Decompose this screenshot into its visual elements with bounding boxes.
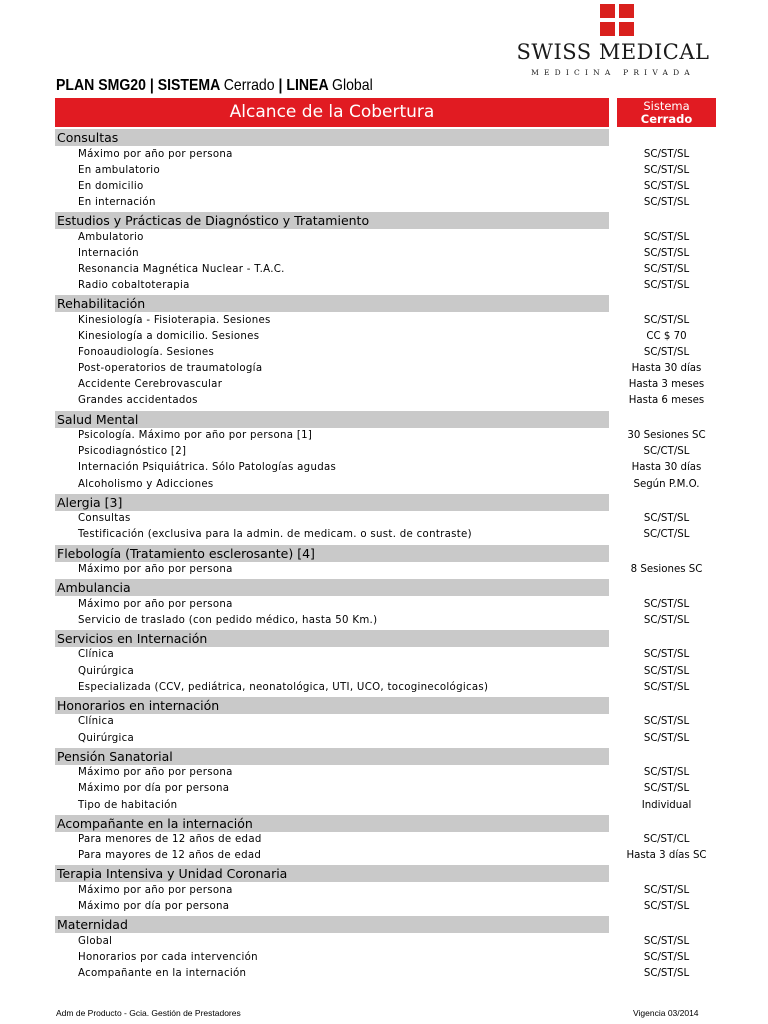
section-bar — [55, 579, 609, 596]
section-title: Consultas — [57, 130, 119, 145]
coverage-value: SC/ST/SL — [643, 196, 690, 208]
coverage-value: 8 Sesiones SC — [630, 564, 703, 575]
coverage-item: Post-operatorios de traumatología — [78, 363, 263, 375]
section-bar — [55, 494, 609, 511]
section-title: Salud Mental — [57, 411, 139, 427]
coverage-item: Kinesiología a domicilio. Sesiones — [78, 330, 260, 342]
coverage-item: Especializada (CCV, pediátrica, neonatológica, UTI, UCO, tocoginecológicas) — [78, 681, 489, 693]
coverage-item: Global — [78, 935, 113, 947]
coverage-value: SC/ST/SL — [643, 665, 690, 677]
coverage-item: Internación — [78, 247, 139, 259]
section-title: Alergia [3] — [57, 494, 123, 510]
footer-department: Adm de Producto - Gcia. Gestión de Prestadores — [56, 1008, 241, 1018]
coverage-item: Tipo de habitación — [78, 799, 178, 811]
coverage-item: Psicodiagnóstico [2] — [78, 446, 187, 458]
coverage-item: Radio cobaltoterapia — [78, 280, 190, 292]
coverage-item: Alcoholismo y Adicciones — [78, 478, 214, 490]
coverage-item: Psicología. Máximo por año por persona [1] — [78, 430, 313, 442]
coverage-item: Kinesiología - Fisioterapia. Sesiones — [78, 314, 271, 326]
coverage-item: Para menores de 12 años de edad — [78, 834, 262, 846]
coverage-value: SC/ST/SL — [643, 598, 690, 610]
coverage-item: Máximo por año por persona — [78, 884, 233, 896]
coverage-value: Hasta 6 meses — [628, 395, 705, 407]
coverage-item: Quirúrgica — [78, 665, 135, 677]
coverage-value: 30 Sesiones SC — [627, 430, 706, 442]
coverage-value: SC/ST/SL — [643, 263, 690, 275]
coverage-value: SC/ST/SL — [643, 314, 690, 326]
coverage-value: SC/ST/SL — [643, 968, 690, 980]
coverage-value: CC $ 70 — [646, 330, 687, 342]
coverage-item: Acompañante en la internación — [78, 968, 247, 980]
plan-title-c: | LINEA — [278, 77, 329, 94]
coverage-item: Para mayores de 12 años de edad — [78, 850, 262, 862]
section-bar — [55, 916, 609, 933]
coverage-value: SC/ST/SL — [643, 767, 690, 779]
coverage-value: SC/ST/SL — [643, 164, 690, 176]
section-title: Rehabilitación — [57, 296, 146, 312]
coverage-value: Según P.M.O. — [633, 478, 700, 490]
coverage-value: SC/CT/SL — [643, 529, 690, 541]
coverage-item: Máximo por año por persona — [78, 767, 233, 779]
coverage-value: SC/ST/SL — [643, 716, 690, 728]
coverage-value: SC/ST/SL — [643, 935, 690, 947]
plan-title-d: Global — [332, 77, 373, 94]
coverage-value: Hasta 3 días SC — [626, 850, 707, 862]
coverage-item: En ambulatorio — [78, 164, 160, 176]
coverage-item: Máximo por año por persona — [78, 564, 233, 575]
coverage-item: Consultas — [78, 513, 131, 525]
section-title: Honorarios en internación — [57, 697, 220, 713]
coverage-value: SC/ST/SL — [643, 783, 690, 795]
section-title: Maternidad — [57, 917, 128, 933]
section-bar — [55, 129, 609, 146]
coverage-value: SC/ST/SL — [643, 280, 690, 292]
coverage-item: Fonoaudiología. Sesiones — [78, 347, 215, 358]
coverage-value: Hasta 3 meses — [628, 379, 705, 391]
brand-logo — [508, 4, 718, 76]
coverage-value: SC/ST/SL — [643, 148, 690, 160]
coverage-item: Máximo por año por persona — [78, 598, 233, 610]
system-column-header — [617, 98, 716, 127]
coverage-item: Quirúrgica — [78, 732, 135, 744]
brand-name: SWISS MEDICAL — [516, 40, 710, 64]
coverage-value: SC/ST/SL — [643, 231, 690, 243]
coverage-value: SC/ST/SL — [643, 951, 690, 963]
coverage-item: Clínica — [78, 649, 115, 661]
section-title: Terapia Intensiva y Unidad Coronaria — [57, 866, 288, 882]
plan-title-a: PLAN SMG20 | SISTEMA — [56, 77, 220, 94]
footer-validity: Vigencia 03/2014 — [633, 1008, 699, 1018]
plan-title — [56, 77, 373, 95]
coverage-value: SC/ST/SL — [643, 884, 690, 896]
brand-tagline: MEDICINA PRIVADA — [531, 68, 695, 77]
coverage-value: SC/ST/SL — [643, 901, 690, 913]
coverage-item: Máximo por día por persona — [78, 901, 230, 913]
coverage-value: SC/ST/SL — [643, 681, 690, 693]
coverage-item: Testificación (exclusiva para la admin. de medicam. o sust. de contraste) — [78, 529, 472, 541]
coverage-value: SC/ST/SL — [643, 180, 690, 192]
section-title: Ambulancia — [57, 580, 131, 596]
coverage-value: Hasta 30 días — [631, 462, 702, 474]
coverage-value: Hasta 30 días — [631, 363, 702, 375]
coverage-value: SC/ST/SL — [643, 614, 690, 626]
section-title: Flebología (Tratamiento esclerosante) [4] — [57, 545, 315, 561]
coverage-item: Ambulatorio — [78, 231, 144, 243]
coverage-item: Grandes accidentados — [78, 395, 198, 407]
coverage-value: Individual — [641, 799, 692, 811]
coverage-value: SC/ST/SL — [643, 513, 690, 525]
coverage-value: SC/CT/SL — [643, 446, 690, 458]
section-title: Acompañante en la internación — [57, 815, 253, 831]
system-column-line2: Cerrado — [640, 112, 693, 126]
coverage-item: Honorarios por cada intervención — [78, 951, 258, 963]
coverage-value: SC/ST/SL — [643, 732, 690, 744]
coverage-item: Internación Psiquiátrica. Sólo Patologías agudas — [78, 462, 337, 474]
system-column-line1: Sistema — [643, 99, 690, 113]
cross-icon — [600, 4, 634, 36]
coverage-item: Máximo por día por persona — [78, 783, 230, 795]
coverage-value: SC/ST/SL — [643, 649, 690, 661]
coverage-item: Máximo por año por persona — [78, 148, 233, 160]
coverage-item: Servicio de traslado (con pedido médico, hasta 50 Km.) — [78, 614, 378, 626]
coverage-value: SC/ST/CL — [643, 834, 690, 846]
coverage-item: Accidente Cerebrovascular — [78, 379, 223, 391]
coverage-header: Alcance de la Cobertura — [55, 98, 609, 127]
plan-title-b: Cerrado — [223, 77, 275, 94]
coverage-item: Clínica — [78, 716, 115, 728]
coverage-item: En domicilio — [78, 180, 144, 192]
section-title: Pensión Sanatorial — [57, 748, 173, 764]
coverage-value: SC/ST/SL — [643, 247, 690, 259]
section-title: Estudios y Prácticas de Diagnóstico y Tratamiento — [57, 213, 370, 229]
section-title: Servicios en Internación — [57, 630, 208, 646]
coverage-item: En internación — [78, 196, 156, 208]
coverage-item: Resonancia Magnética Nuclear - T.A.C. — [78, 263, 285, 275]
coverage-value: SC/ST/SL — [643, 347, 690, 358]
